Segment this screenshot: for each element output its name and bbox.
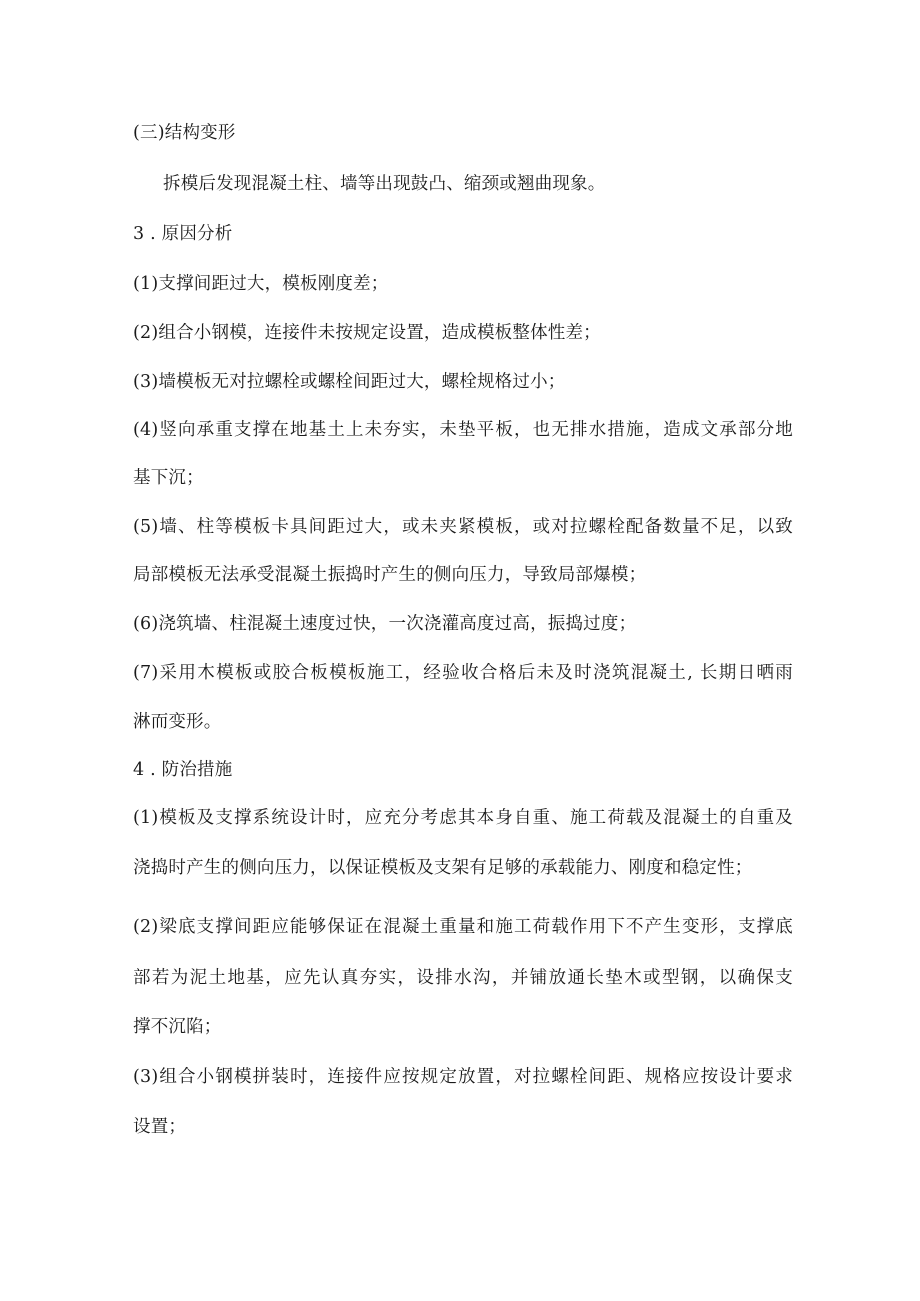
cause-item-1: (1)支撑间距过大，模板刚度差； — [133, 274, 389, 294]
measure-item-3-line-2: 设置； — [133, 1117, 187, 1137]
cause-item-3: (3)墙模板无对拉螺栓或螺栓间距过大，螺栓规格过小； — [133, 372, 566, 392]
heading-cause-analysis: 3 . 原因分析 — [133, 224, 233, 244]
cause-item-4-line-2: 基下沉； — [133, 468, 204, 488]
measure-item-1-line-1: (1)模板及支撑系统设计时，应充分考虑其本身自重、施工荷载及混凝土的自重及 — [133, 808, 793, 828]
measure-item-3-line-1: (3)组合小钢模拼装时，连接件应按规定放置，对拉螺栓间距、规格应按设计要求 — [133, 1067, 793, 1087]
cause-item-6: (6)浇筑墙、柱混凝土速度过快，一次浇灌高度过高，振捣过度； — [133, 614, 637, 634]
measure-item-2-line-1: (2)梁底支撑间距应能够保证在混凝土重量和施工荷载作用下不产生变形，支撑底 — [133, 917, 793, 937]
cause-item-2: (2)组合小钢模，连接件未按规定设置，造成模板整体性差； — [133, 323, 601, 343]
cause-item-5-line-1: (5)墙、柱等模板卡具间距过大，或未夹紧模板，或对拉螺栓配备数量不足，以致 — [133, 517, 793, 537]
section-heading-structural-deformation: (三)结构变形 — [133, 123, 236, 143]
cause-item-5-line-2: 局部模板无法承受混凝土振捣时产生的侧向压力，导致局部爆模； — [133, 565, 647, 585]
cause-item-4-line-1: (4)竖向承重支撑在地基土上未夯实，未垫平板，也无排水措施，造成文承部分地 — [133, 420, 793, 440]
paragraph-phenomenon: 拆模后发现混凝土柱、墙等出现鼓凸、缩颈或翘曲现象。 — [163, 174, 606, 194]
measure-item-1-line-2: 浇捣时产生的侧向压力，以保证模板及支架有足够的承载能力、刚度和稳定性； — [133, 858, 753, 878]
cause-item-7-line-2: 淋而变形。 — [133, 712, 222, 732]
measure-item-2-line-2: 部若为泥土地基，应先认真夯实，设排水沟，并铺放通长垫木或型钢，以确保支 — [133, 968, 793, 988]
cause-item-7-line-1: (7)采用木模板或胶合板模板施工，经验收合格后未及时浇筑混凝土, 长期日晒雨 — [133, 663, 793, 683]
measure-item-2-line-3: 撑不沉陷； — [133, 1017, 222, 1037]
heading-prevention-measures: 4 . 防治措施 — [133, 760, 233, 780]
